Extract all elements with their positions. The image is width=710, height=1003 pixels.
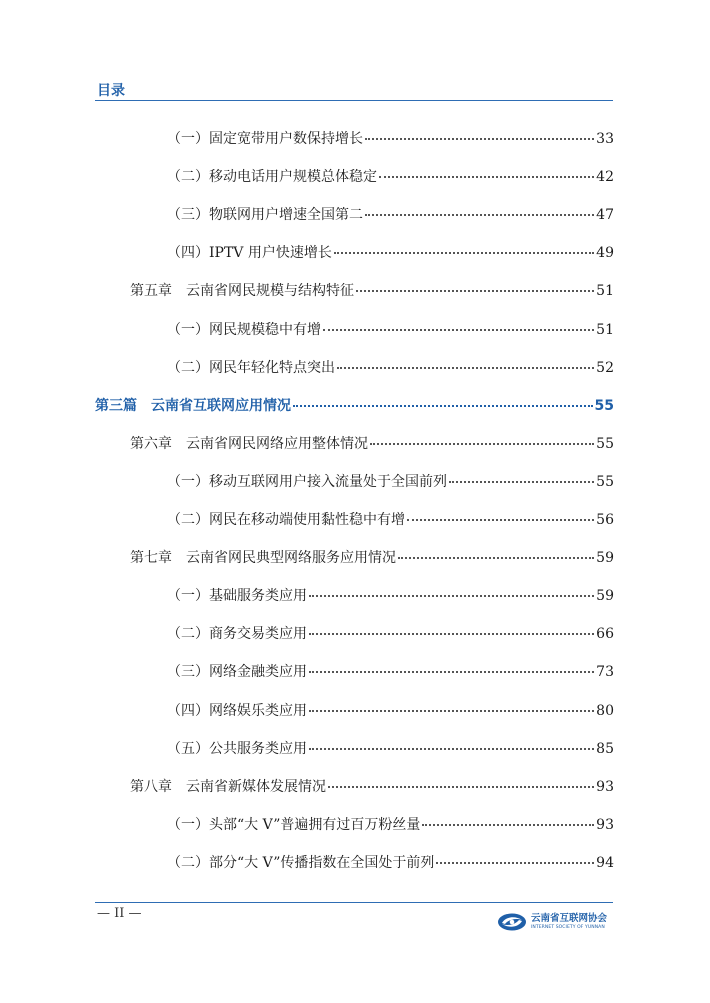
toc-dot-leader: [398, 556, 594, 559]
toc-entry-page: 59: [596, 588, 614, 605]
toc-entry-page: 80: [596, 702, 614, 719]
toc-entry-section[interactable]: [167, 357, 614, 379]
toc-entry-page: 66: [596, 626, 614, 643]
toc-dot-leader: [422, 823, 594, 826]
toc-entry-label: （一）网民规模稳中有增: [167, 321, 321, 338]
toc-entry-label: （一）基础服务类应用: [167, 588, 307, 605]
toc-entry-page: 73: [596, 664, 614, 681]
toc-entry-page: 56: [596, 512, 614, 528]
toc-dot-leader: [379, 175, 594, 178]
toc-entry-chapter[interactable]: [130, 433, 614, 455]
toc-dot-leader: [293, 404, 593, 407]
toc-entry-section[interactable]: [167, 814, 614, 836]
footer-divider: [95, 902, 613, 903]
toc-entry-section[interactable]: [167, 852, 614, 874]
toc-dot-leader: [309, 747, 594, 750]
page-number: — II —: [97, 906, 142, 921]
toc-entry-page: 93: [596, 816, 614, 833]
toc-entry-section[interactable]: [167, 166, 614, 188]
toc-entry-section[interactable]: [167, 700, 614, 722]
toc-dot-leader: [356, 289, 594, 292]
toc-dot-leader: [449, 480, 594, 483]
logo-english-name: INTERNET SOCIETY OF YUNNAN: [531, 924, 605, 930]
toc-dot-leader: [309, 670, 594, 673]
toc-entry-page: 94: [596, 854, 614, 871]
toc-entry-section[interactable]: [167, 738, 614, 760]
toc-entry-chapter[interactable]: [130, 776, 614, 798]
toc-entry-label: （二）网民在移动端使用黏性稳中有增: [167, 512, 405, 528]
toc-entry-label: （五）公共服务类应用: [167, 740, 307, 757]
toc-entry-label: （四）IPTV 用户快速增长: [167, 245, 332, 262]
toc-dot-leader: [323, 328, 594, 331]
toc-entry-part[interactable]: [95, 395, 614, 417]
toc-entry-label: （三）网络金融类应用: [167, 664, 307, 681]
toc-entry-section[interactable]: [167, 242, 614, 264]
toc-entry-section[interactable]: [167, 319, 614, 341]
toc-entry-page: 42: [596, 169, 614, 186]
toc-dot-leader: [334, 251, 594, 254]
toc-entry-label: （四）网络娱乐类应用: [167, 702, 307, 719]
toc-entry-page: 33: [596, 131, 614, 147]
toc-dot-leader: [309, 632, 594, 635]
toc-entry-label: （三）物联网用户增速全国第二: [167, 207, 363, 224]
toc-entry-label: （二）部分“大 V”传播指数在全国处于前列: [167, 854, 435, 871]
toc-dot-leader: [370, 442, 594, 445]
toc-entry-section[interactable]: [167, 471, 614, 493]
toc-entry-label: 第三篇 云南省互联网应用情况: [95, 397, 291, 414]
toc-entry-page: 49: [596, 245, 614, 262]
toc-entry-label: （二）商务交易类应用: [167, 626, 307, 643]
toc-dot-leader: [365, 137, 594, 140]
toc-entry-page: 47: [596, 207, 614, 224]
toc-entry-label: 第六章 云南省网民网络应用整体情况: [130, 435, 368, 452]
toc-entry-label: 第八章 云南省新媒体发展情况: [130, 778, 326, 795]
toc-entry-section[interactable]: [167, 661, 614, 683]
toc-dot-leader: [365, 213, 594, 216]
toc-entry-page: 55: [596, 435, 614, 452]
society-logo: [497, 910, 617, 934]
society-logo-icon: [497, 912, 527, 932]
toc-entry-label: 第五章 云南省网民规模与结构特征: [130, 283, 354, 300]
toc-entry-section[interactable]: [167, 509, 614, 531]
toc-entry-page: 55: [596, 473, 614, 490]
toc-entry-page: 52: [596, 359, 614, 376]
logo-chinese-name: 云南省互联网协会: [531, 913, 608, 924]
toc-entry-section[interactable]: [167, 623, 614, 645]
toc-entry-section[interactable]: [167, 585, 614, 607]
toc-entry-label: （一）移动互联网用户接入流量处于全国前列: [167, 473, 447, 490]
toc-entry-section[interactable]: [167, 128, 614, 150]
page-header-title: 目录: [97, 83, 125, 99]
toc-entry-section[interactable]: [167, 204, 614, 226]
toc-dot-leader: [309, 709, 594, 712]
toc-entry-chapter[interactable]: [130, 547, 614, 569]
toc-dot-leader: [436, 861, 594, 864]
toc-entry-page: 93: [596, 778, 614, 795]
toc-entry-label: （一）固定宽带用户数保持增长: [167, 131, 363, 147]
toc-entry-label: （二）网民年轻化特点突出: [167, 359, 335, 376]
toc-entry-page: 51: [596, 321, 614, 338]
toc-entry-label: （二）移动电话用户规模总体稳定: [167, 169, 377, 186]
toc-entry-page: 59: [596, 550, 614, 567]
toc-entry-label: 第七章 云南省网民典型网络服务应用情况: [130, 550, 396, 567]
toc-entry-page: 51: [596, 283, 614, 300]
toc-dot-leader: [309, 594, 594, 597]
toc-dot-leader: [337, 366, 594, 369]
toc-entry-chapter[interactable]: [130, 280, 614, 302]
header-divider: [95, 100, 613, 101]
toc-entry-page: 85: [596, 740, 614, 757]
toc-entry-page: 55: [594, 397, 614, 414]
toc-dot-leader: [407, 518, 594, 521]
toc-dot-leader: [328, 785, 594, 788]
toc-entry-label: （一）头部“大 V”普遍拥有过百万粉丝量: [167, 816, 421, 833]
